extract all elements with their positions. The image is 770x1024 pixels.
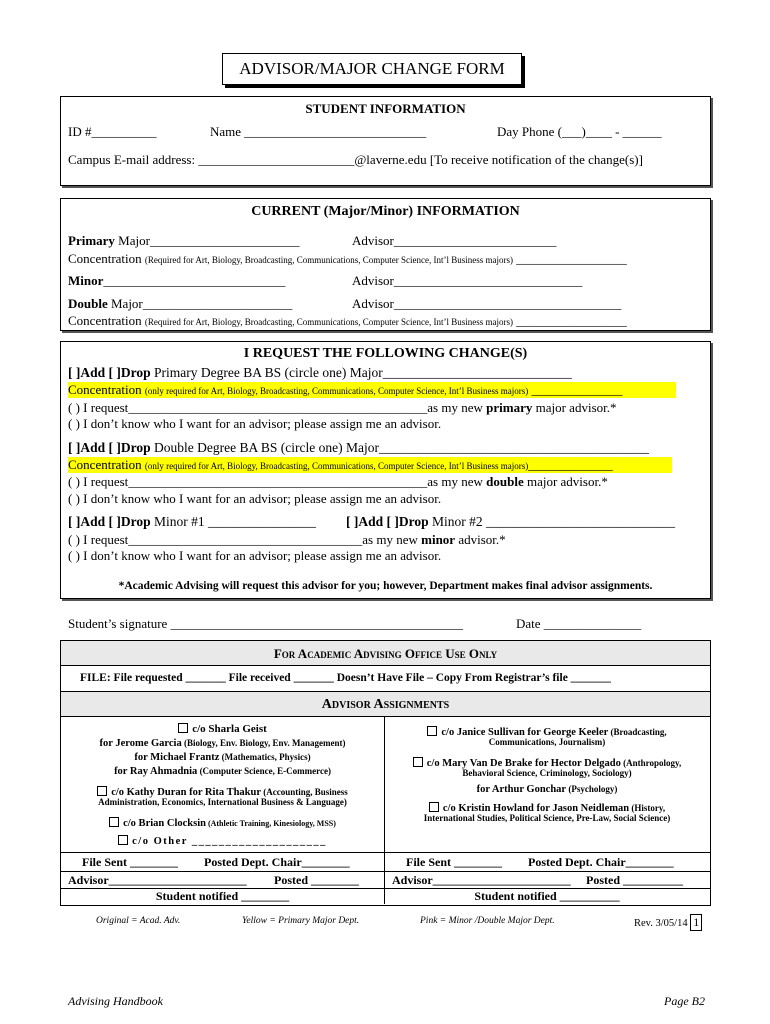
- divider: [60, 871, 711, 872]
- double-concentration-row[interactable]: [68, 457, 672, 473]
- add-drop-checkboxes[interactable]: [ ]Add [ ]Drop: [346, 514, 429, 529]
- day-phone-field[interactable]: Day Phone (___)____ - ______: [497, 124, 662, 139]
- checkbox-icon[interactable]: [429, 802, 439, 812]
- janice-majors-cont: Communications, Journalism): [488, 737, 606, 747]
- primary-major-field[interactable]: [68, 233, 299, 249]
- kristin-majors: (History,: [629, 803, 666, 813]
- brian-majors: (Athletic Training, Kinesiology, MSS): [205, 819, 336, 828]
- sharla-label: c/o Sharla Geist: [192, 723, 267, 735]
- copy-pink: Pink = Minor /Double Major Dept.: [420, 916, 555, 926]
- footer-left: Advising Handbook: [68, 994, 163, 1008]
- double-word: double: [486, 474, 524, 489]
- other-label: c/o Other ____________________: [132, 836, 327, 847]
- concentration-blank: _________________: [516, 251, 627, 266]
- advisor-left[interactable]: Advisor_______________________: [68, 873, 247, 887]
- request-double-advisor[interactable]: [68, 474, 608, 490]
- garcia-name: for Jerome Garcia: [99, 738, 182, 749]
- posted-chair-right[interactable]: Posted Dept. Chair________: [528, 855, 674, 869]
- advisor-assignments-heading: Advisor Assignments: [321, 697, 450, 712]
- concentration-label: Concentration: [68, 382, 142, 397]
- primary-add-drop-row[interactable]: [68, 365, 572, 381]
- garcia-line: [61, 738, 384, 749]
- checkbox-icon[interactable]: [109, 817, 119, 827]
- email-field[interactable]: Campus E-mail address: ________________________@laverne.edu [To receive notification of the change(s)]: [68, 152, 643, 167]
- option-brian-clocksin[interactable]: [61, 814, 384, 830]
- request-advisor-blank: ( ) I request______________________________________________as my new: [68, 400, 487, 415]
- minor1-blank[interactable]: Minor #1 ________________: [150, 514, 317, 529]
- minor1-add-drop-row[interactable]: [68, 514, 316, 530]
- add-drop-checkboxes[interactable]: [ ]Add [ ]Drop: [68, 365, 151, 380]
- checkbox-icon[interactable]: [178, 723, 188, 733]
- kathy-majors-cont: Administration, Economics, International Business & Language): [98, 797, 347, 807]
- primary-major-blank: Major_______________________: [114, 233, 300, 248]
- copy-yellow: Yellow = Primary Major Dept.: [242, 916, 360, 926]
- concentration-label: Concentration: [68, 313, 142, 328]
- frantz-name: for Michael Frantz: [134, 752, 220, 763]
- minor2-blank[interactable]: Minor #2 ____________________________: [428, 514, 676, 529]
- frantz-majors: (Mathematics, Physics): [219, 752, 311, 762]
- ahmadnia-line: [61, 766, 384, 777]
- double-label: Double: [68, 296, 108, 311]
- posted-chair-left[interactable]: Posted Dept. Chair________: [204, 855, 350, 869]
- ahmadnia-majors: (Computer Science, E-Commerce): [197, 766, 331, 776]
- file-sent-left[interactable]: File Sent ________: [82, 855, 178, 869]
- request-advisor-suffix: major advisor.*: [532, 400, 617, 415]
- minor2-add-drop-row[interactable]: [346, 514, 675, 530]
- form-title: ADVISOR/MAJOR CHANGE FORM: [222, 53, 522, 85]
- concentration-label: Concentration: [68, 457, 142, 472]
- id-field[interactable]: ID #__________: [68, 124, 157, 139]
- kristin-name: c/o Kristin Howland for Jason Neidleman: [442, 803, 630, 814]
- primary-advisor-field[interactable]: Advisor_________________________: [352, 233, 557, 248]
- student-info-heading: STUDENT INFORMATION: [305, 101, 466, 116]
- advisor-footnote: *Academic Advising will request this advisor for you; however, Department makes final advisor assignments.: [118, 580, 653, 592]
- current-info-heading: CURRENT (Major/Minor) INFORMATION: [251, 204, 520, 219]
- checkbox-icon[interactable]: [118, 835, 128, 845]
- concentration-field-1[interactable]: [68, 251, 627, 267]
- divider: [60, 852, 711, 853]
- primary-degree-major-blank[interactable]: Primary Degree BA BS (circle one) Major____________________________: [150, 365, 572, 380]
- revision-date: [634, 914, 702, 931]
- concentration-note: (Required for Art, Biology, Broadcasting, Communications, Computer Science, Int’l Business majors): [144, 255, 514, 265]
- minor-label: Minor: [68, 273, 104, 288]
- advisor-right[interactable]: Advisor_______________________: [392, 873, 571, 887]
- signature-field[interactable]: Student’s signature _____________________________________________: [68, 616, 464, 631]
- student-notified-right[interactable]: Student notified __________: [474, 889, 620, 903]
- double-major-blank: Major_______________________: [107, 296, 293, 311]
- double-add-drop-row[interactable]: [68, 440, 649, 456]
- garcia-majors: (Biology, Env. Biology, Env. Management): [181, 738, 346, 748]
- concentration-note: (only required for Art, Biology, Broadcasting, Communications, Computer Science, Int’l Business majors): [144, 461, 529, 471]
- option-sharla-geist[interactable]: [61, 723, 384, 735]
- minor-field[interactable]: [68, 273, 285, 289]
- request-minor-advisor[interactable]: [68, 532, 506, 548]
- request-heading: I REQUEST THE FOLLOWING CHANGE(S): [243, 346, 528, 361]
- request-advisor-blank: ( ) I request____________________________________as my new: [68, 532, 422, 547]
- frantz-line: [61, 752, 384, 763]
- date-field[interactable]: Date _______________: [516, 616, 642, 631]
- gonchar-majors: (Psychology): [566, 784, 618, 794]
- office-use-heading: For Academic Advising Office Use Only: [273, 646, 498, 661]
- double-advisor-field[interactable]: Advisor___________________________________: [352, 296, 622, 311]
- kathy-majors: (Accounting, Business: [261, 787, 348, 797]
- concentration-label: Concentration: [68, 251, 142, 266]
- primary-word: primary: [486, 400, 533, 415]
- concentration-blank: ______________: [531, 382, 623, 397]
- concentration-blank: _________________: [516, 313, 627, 328]
- janice-majors: (Broadcasting,: [608, 727, 667, 737]
- add-drop-checkboxes[interactable]: [ ]Add [ ]Drop: [68, 514, 151, 529]
- posted-left[interactable]: Posted ________: [274, 873, 359, 887]
- gonchar-name: for Arthur Gonchar: [476, 784, 567, 795]
- mary-majors-cont: Behavioral Science, Criminology, Sociology): [462, 768, 632, 778]
- request-advisor-blank: ( ) I request______________________________________________as my new: [68, 474, 487, 489]
- assign-double-advisor[interactable]: ( ) I don’t know who I want for an advisor; please assign me an advisor.: [68, 491, 442, 506]
- request-advisor-suffix: advisor.*: [455, 532, 506, 547]
- kristin-majors-cont: International Studies, Political Science, Pre-Law, Social Science): [423, 813, 671, 823]
- kathy-name: c/o Kathy Duran for Rita Thakur: [111, 787, 262, 798]
- primary-label: Primary: [68, 233, 115, 248]
- concentration-blank: _____________: [528, 457, 613, 472]
- request-advisor-suffix: major advisor.*: [523, 474, 608, 489]
- footer-right: Page B2: [664, 994, 705, 1008]
- file-sent-right[interactable]: File Sent ________: [406, 855, 502, 869]
- concentration-note: (only required for Art, Biology, Broadcasting, Communications, Computer Science, Int’l Business majors): [144, 386, 529, 396]
- double-degree-major-blank[interactable]: Double Degree BA BS (circle one) Major________________________________________: [150, 440, 649, 455]
- brian-name: c/o Brian Clocksin: [123, 818, 206, 829]
- file-status-line[interactable]: FILE: File requested _______ File received _______ Doesn’t Have File – Copy From Registrar’s file _______: [80, 672, 611, 684]
- page-count-box: 1: [690, 914, 702, 931]
- primary-concentration-row[interactable]: [68, 382, 676, 398]
- janice-name: c/o Janice Sullivan for George Keeler: [441, 727, 609, 738]
- divider: [60, 665, 711, 666]
- ahmadnia-name: for Ray Ahmadnia: [114, 766, 198, 777]
- minor-advisor-field[interactable]: Advisor_____________________________: [352, 273, 583, 288]
- add-drop-checkboxes[interactable]: [ ]Add [ ]Drop: [68, 440, 151, 455]
- name-field[interactable]: Name ____________________________: [210, 124, 427, 139]
- posted-right[interactable]: Posted __________: [586, 873, 683, 887]
- option-other[interactable]: [61, 832, 384, 848]
- mary-majors: (Anthropology,: [620, 758, 682, 768]
- request-primary-advisor[interactable]: [68, 400, 617, 416]
- divider: [60, 716, 711, 717]
- copy-original: Original = Acad. Adv.: [96, 916, 181, 926]
- student-notified-left[interactable]: Student notified ________: [155, 889, 290, 903]
- double-major-field[interactable]: [68, 296, 292, 312]
- mary-name: c/o Mary Van De Brake for Hector Delgado: [426, 758, 621, 769]
- assign-minor-advisor[interactable]: ( ) I don’t know who I want for an advisor; please assign me an advisor.: [68, 548, 442, 563]
- checkbox-icon[interactable]: [97, 786, 107, 796]
- gonchar-line: [385, 780, 709, 796]
- assign-primary-advisor[interactable]: ( ) I don’t know who I want for an advisor; please assign me an advisor.: [68, 416, 442, 431]
- minor-blank: ____________________________: [103, 273, 286, 288]
- checkbox-icon[interactable]: [427, 726, 437, 736]
- concentration-note: (Required for Art, Biology, Broadcasting, Communications, Computer Science, Int’l Business majors): [144, 317, 514, 327]
- minor-word: minor: [421, 532, 456, 547]
- checkbox-icon[interactable]: [413, 757, 423, 767]
- rev-text: Rev. 3/05/14: [634, 918, 688, 929]
- concentration-field-2[interactable]: [68, 313, 627, 329]
